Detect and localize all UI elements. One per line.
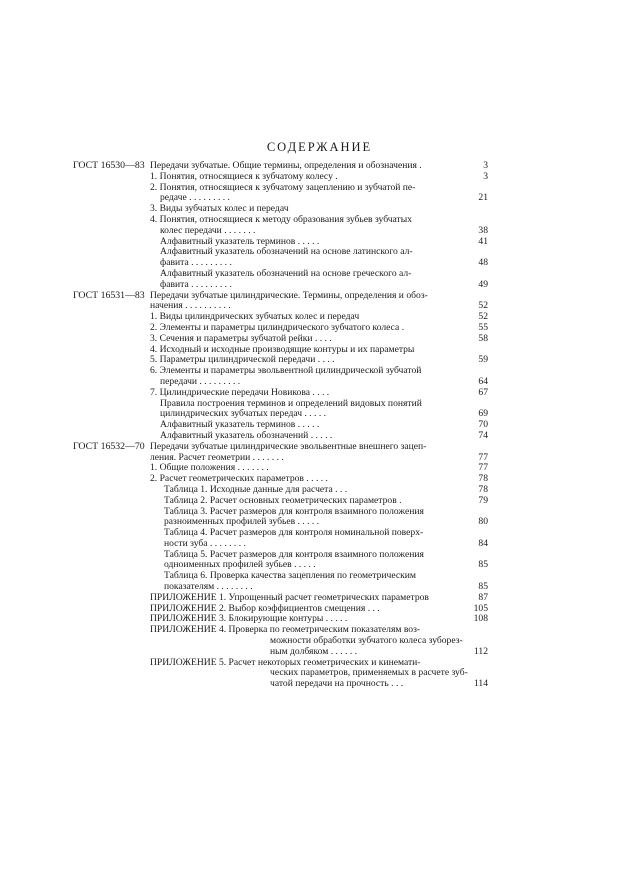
- toc-entry: [0, 442, 639, 453]
- toc-entry-text: Передачи зубчатые цилиндрические. Термины, определения и обоз-: [150, 289, 428, 301]
- toc-entry-text: 1. Понятия, относящиеся к зубчатому колесу .: [150, 170, 338, 182]
- page-number: 84: [478, 537, 488, 549]
- page-number: 69: [478, 408, 488, 420]
- toc-entry-text: Алфавитный указатель обозначений на основе латинского ал-: [160, 246, 413, 258]
- toc-entry-text: 1. Виды цилиндрических зубчатых колес и передач: [150, 311, 360, 323]
- toc-entry-text: одноименных профилей зубьев . . . . .: [164, 559, 316, 571]
- toc-entry-text: Передачи зубчатые. Общие термины, определения и обозначения .: [150, 160, 422, 171]
- toc-entry: [0, 453, 639, 464]
- toc-entry-text: 3. Сечения и параметры зубчатой рейки . . . .: [150, 332, 332, 344]
- toc-entry-text: цилиндрических зубчатых передач . . . . .: [160, 408, 327, 420]
- toc-entry-text: Таблица 5. Расчет размеров для контроля взаимного положения: [164, 548, 424, 560]
- toc-entry: [0, 280, 639, 291]
- toc-entry: [0, 193, 639, 204]
- page-number: 108: [473, 613, 488, 625]
- toc-entry-text: ным долбяком . . . . . .: [270, 645, 358, 657]
- toc-entry: [0, 679, 639, 690]
- page-number: 79: [478, 494, 488, 506]
- page-number: 80: [478, 516, 488, 528]
- toc-entry: [0, 215, 639, 226]
- page-number: 55: [478, 321, 488, 333]
- toc-entry: [0, 226, 639, 237]
- toc-entry-text: 4. Исходный и исходные производящие контуры и их параметры: [150, 343, 415, 355]
- toc-entry-text: 2. Понятия, относящиеся к зубчатому зацеплению и зубчатой пе-: [150, 181, 416, 193]
- page-number: 59: [478, 354, 488, 366]
- page-number: 112: [473, 645, 488, 657]
- toc-entry-text: 3. Виды зубчатых колес и передач: [150, 203, 289, 215]
- toc-entry-text: 4. Понятия, относящиеся к методу образования зубьев зубчатых: [150, 213, 412, 225]
- page-number: 105: [473, 602, 488, 614]
- toc-entry-text: можности обработки зубчатого колеса зуборез-: [270, 635, 463, 647]
- toc-entry-text: Правила построения терминов и определений видовых понятий: [160, 397, 422, 409]
- toc-entry-text: передачи . . . . . . . . .: [160, 375, 241, 387]
- toc-entry-text: 7. Цилиндрические передачи Новикова . . . .: [150, 386, 330, 398]
- toc-entry: [0, 269, 639, 280]
- toc-entry-text: ности зуба . . . . . . . .: [164, 537, 246, 549]
- toc-entry-text: Алфавитный указатель терминов . . . . .: [160, 235, 320, 247]
- toc-entry: [0, 172, 639, 183]
- toc-entry-text: Таблица 6. Проверка качества зацепления по геометрическим: [164, 570, 416, 582]
- toc-entry-text: ПРИЛОЖЕНИЕ 3. Блокирующие контуры . . . . .: [150, 613, 348, 625]
- page-number: 78: [478, 483, 488, 495]
- toc-entry: [0, 496, 639, 507]
- page-number: 3: [483, 170, 488, 182]
- toc-entry-text: фавита . . . . . . . . .: [160, 257, 232, 269]
- toc-entry-text: Алфавитный указатель обозначений на основе греческого ал-: [160, 267, 412, 279]
- toc-entry: [0, 550, 639, 561]
- toc-entry: [0, 388, 639, 399]
- toc-entry-text: ПРИЛОЖЕНИЕ 2. Выбор коэффициентов смещения . . .: [150, 602, 380, 614]
- toc-entry-text: колес передачи . . . . . . .: [160, 224, 256, 236]
- page-number: 41: [478, 235, 488, 247]
- toc-entry: [0, 291, 639, 302]
- page-number: 74: [478, 429, 488, 441]
- toc-entry-text: ления. Расчет геометрии . . . . . . .: [150, 451, 284, 463]
- page-number: 87: [478, 591, 488, 603]
- toc-entry-text: начения . . . . . . . . . .: [150, 300, 231, 312]
- table-of-contents: [0, 161, 639, 690]
- page-number: 64: [478, 375, 488, 387]
- toc-entry-text: Таблица 4. Расчет размеров для контроля номинальной поверх-: [164, 527, 424, 539]
- page-number: 77: [478, 451, 488, 463]
- toc-entry-text: Алфавитный указатель терминов . . . . .: [160, 419, 320, 431]
- standard-number: ГОСТ 16532—70: [73, 440, 145, 452]
- toc-entry-text: показателям . . . . . . . .: [164, 581, 253, 593]
- toc-entry-text: ПРИЛОЖЕНИЕ 4. Проверка по геометрическим показателям воз-: [150, 624, 421, 636]
- toc-entry: [0, 409, 639, 420]
- toc-entry-text: Таблица 3. Расчет размеров для контроля взаимного положения: [164, 505, 424, 517]
- standard-number: ГОСТ 16531—83: [73, 289, 145, 301]
- toc-entry-text: 1. Общие положения . . . . . . .: [150, 462, 269, 474]
- toc-entry-text: Таблица 2. Расчет основных геометрических параметров .: [164, 494, 402, 506]
- page-number: 21: [478, 192, 488, 204]
- page-title: СОДЕРЖАНИЕ: [266, 140, 373, 154]
- toc-entry: [0, 247, 639, 258]
- page-number: 48: [478, 257, 488, 269]
- toc-entry-text: разноименных профилей зубьев . . . . .: [164, 516, 320, 528]
- page-number: 58: [478, 332, 488, 344]
- page-number: 85: [478, 581, 488, 593]
- toc-entry: [0, 334, 639, 345]
- page-number: 38: [478, 224, 488, 236]
- toc-entry-text: Алфавитный указатель обозначений . . . . .: [160, 429, 333, 441]
- page-number: 85: [478, 559, 488, 571]
- toc-entry: [0, 528, 639, 539]
- toc-entry-text: 6. Элементы и параметры эвольвентной цилиндрической зубчатой: [150, 365, 422, 377]
- page-number: 77: [478, 462, 488, 474]
- toc-entry-text: редаче . . . . . . . . .: [160, 192, 230, 204]
- toc-entry-text: 2. Расчет геометрических параметров . . . . .: [150, 473, 328, 485]
- toc-entry-text: 5. Параметры цилиндрической передачи . . . .: [150, 354, 335, 366]
- standard-number: ГОСТ 16530—83: [73, 160, 145, 171]
- toc-entry: [0, 183, 639, 194]
- page-number: 52: [478, 311, 488, 323]
- page-number: 67: [478, 386, 488, 398]
- toc-entry-text: Передачи зубчатые цилиндрические эвольвентные внешнего зацеп-: [150, 440, 427, 452]
- page-number: 114: [473, 678, 488, 690]
- toc-entry-text: Таблица 1. Исходные данные для расчета . . .: [164, 483, 348, 495]
- toc-entry: [0, 571, 639, 582]
- page-number: 52: [478, 300, 488, 312]
- toc-entry: [0, 507, 639, 518]
- toc-entry-text: ПРИЛОЖЕНИЕ 1. Упрощенный расчет геометрических параметров: [150, 591, 429, 603]
- toc-entry: [0, 366, 639, 377]
- toc-entry-text: 2. Элементы и параметры цилиндрического зубчатого колеса .: [150, 321, 405, 333]
- toc-entry-text: ПРИЛОЖЕНИЕ 5. Расчет некоторых геометрических и кинемати-: [150, 656, 421, 668]
- page-number: 78: [478, 473, 488, 485]
- page-number: 70: [478, 419, 488, 431]
- toc-entry-text: ческих параметров, применяемых в расчете зуб-: [270, 667, 468, 679]
- page-number: 3: [483, 160, 488, 171]
- toc-entry-text: чатой передачи на прочность . . .: [270, 678, 404, 690]
- page-number: 49: [478, 278, 488, 290]
- toc-entry-text: фавита . . . . . . . . .: [160, 278, 232, 290]
